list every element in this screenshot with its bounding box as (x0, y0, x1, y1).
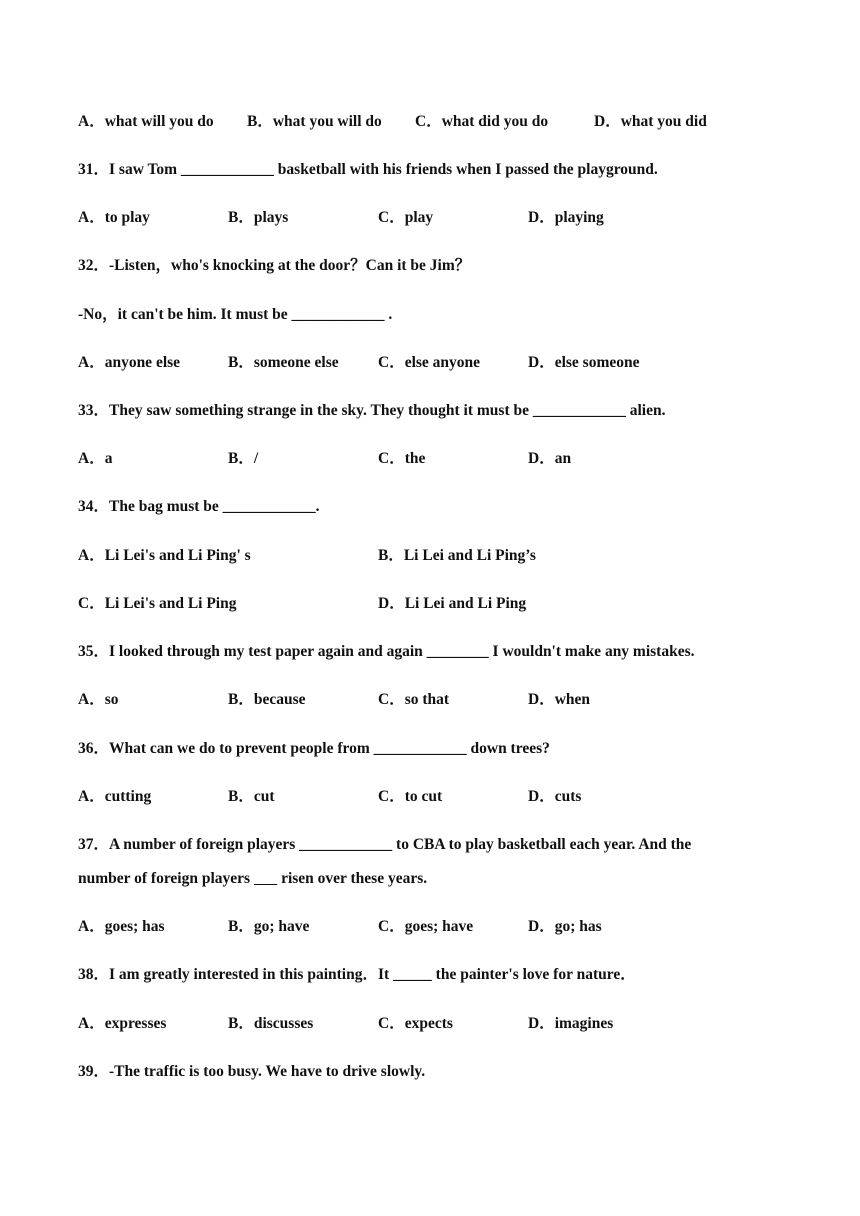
q38-option-d: D．imagines (528, 1015, 614, 1032)
q33-option-a: A．a (78, 450, 113, 467)
q34-option-b: B．Li Lei and Li Ping’s (378, 547, 536, 564)
q32-option-b: B．someone else (228, 354, 339, 371)
q36-option-c: C．to cut (378, 788, 443, 805)
question-34-stem: 34．The bag must be ____________. (78, 498, 320, 515)
q38-option-c: C．expects (378, 1015, 453, 1032)
question-32-stem: 32．-Listen，who's knocking at the door？Can it be Jim？ (78, 257, 471, 274)
q36-option-b: B．cut (228, 788, 275, 805)
q34-option-d: D．Li Lei and Li Ping (378, 595, 527, 612)
q37-option-b: B．go; have (228, 918, 310, 935)
q32-option-d: D．else someone (528, 354, 640, 371)
q37-blank (254, 870, 277, 887)
question-35-stem: 35．I looked through my test paper again and again ________ I wouldn't make any mistakes. (78, 643, 695, 660)
q32-option-a: A．anyone else (78, 354, 181, 371)
question-31-stem: 31．I saw Tom ____________ basketball with his friends when I passed the playground. (78, 161, 658, 178)
q31-option-c: C．play (378, 209, 434, 226)
q38-option-b: B．discusses (228, 1015, 314, 1032)
question-36-stem: 36．What can we do to prevent people from ____________ down trees? (78, 740, 550, 757)
q33-option-d: D．an (528, 450, 572, 467)
q33-option-b: B．/ (228, 450, 259, 467)
q36-option-d: D．cuts (528, 788, 582, 805)
question-39-stem: 39．-The traffic is too busy. We have to drive slowly. (78, 1063, 426, 1080)
q37-option-a: A．goes; has (78, 918, 165, 935)
question-37-stem-2 (78, 869, 427, 889)
q34-option-a: A．Li Lei's and Li Ping' s (78, 547, 251, 564)
q37-option-d: D．go; has (528, 918, 602, 935)
q37-stem2-post: risen over these years. (277, 870, 428, 887)
option-d: D．what you did (594, 113, 707, 130)
q35-option-a: A．so (78, 691, 119, 708)
q31-option-d: D．playing (528, 209, 604, 226)
q35-option-c: C．so that (378, 691, 450, 708)
q37-option-c: C．goes; have (378, 918, 474, 935)
q33-option-c: C．the (378, 450, 426, 467)
q35-option-b: B．because (228, 691, 306, 708)
option-c: C．what did you do (415, 113, 549, 130)
q31-option-a: A．to play (78, 209, 150, 226)
q36-option-a: A．cutting (78, 788, 152, 805)
question-38-stem: 38．I am greatly interested in this painting．It _____ the painter's love for nature． (78, 966, 636, 983)
question-32-stem-2: -No，it can't be him. It must be ____________ . (78, 306, 393, 323)
q32-option-c: C．else anyone (378, 354, 481, 371)
q31-option-b: B．plays (228, 209, 289, 226)
option-b: B．what you will do (247, 113, 382, 130)
q34-option-c: C．Li Lei's and Li Ping (78, 595, 237, 612)
q37-stem2-pre: number of foreign players (78, 870, 254, 887)
q35-option-d: D．when (528, 691, 591, 708)
question-33-stem: 33．They saw something strange in the sky. They thought it must be ____________ alien. (78, 402, 666, 419)
q38-option-a: A．expresses (78, 1015, 167, 1032)
question-37-stem: 37．A number of foreign players ____________ to CBA to play basketball each year. And the (78, 836, 692, 853)
option-a: A．what will you do (78, 113, 214, 130)
